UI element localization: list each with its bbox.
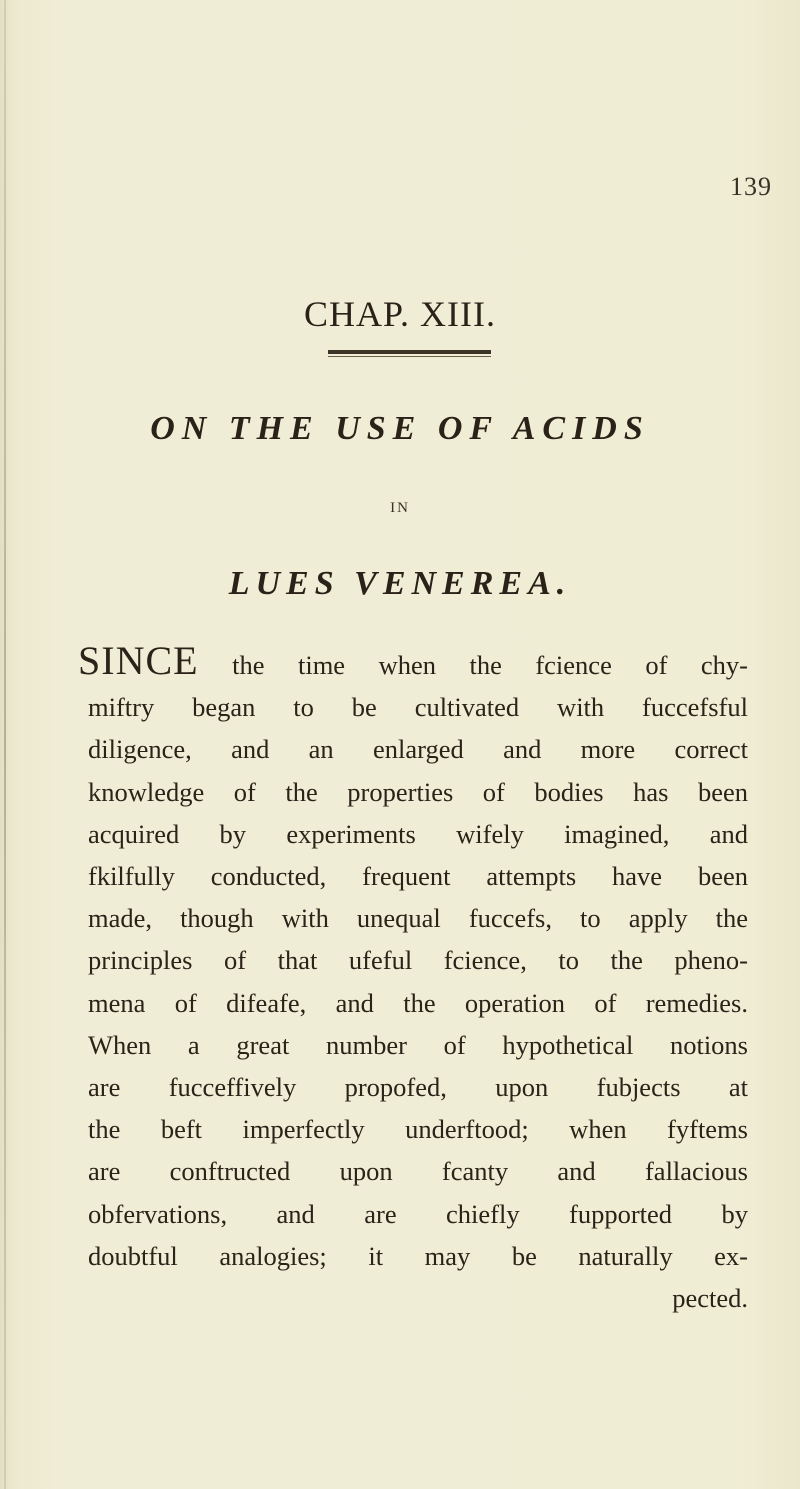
text-line: fkilfully conducted, frequent attempts have been (88, 861, 748, 892)
text-line: principles of that ufeful fcience, to the pheno- (88, 945, 748, 976)
chapter-heading: CHAP. XIII. (303, 294, 496, 334)
text-line: When a great number of hypothetical notions (88, 1029, 748, 1060)
text-line: are conftructed upon fcanty and fallacious (88, 1156, 748, 1187)
opening-word: SINCE (78, 638, 199, 683)
text-line (78, 640, 748, 686)
body-paragraph (78, 638, 749, 1319)
text-line: mena of difeafe, and the operation of remedies. (88, 987, 748, 1018)
text-line: acquired by experiments wifely imagined, and (88, 818, 748, 849)
text-line: miftry began to be cultivated with fuccefsful (88, 692, 748, 723)
text-line: made, though with unequal fuccefs, to apply the (88, 903, 748, 934)
text-line: diligence, and an enlarged and more correct (88, 734, 748, 765)
text-line: pected. (672, 1283, 748, 1314)
text-line-fragment: the time when the fcience of chy- (232, 650, 749, 680)
text-line: are fucceffively propofed, upon fubjects at (88, 1072, 748, 1103)
chapter-title-line-1: ON THE USE OF ACIDS (150, 410, 650, 447)
heading-rule-thin (328, 356, 491, 357)
text-line: the beft imperfectly underftood; when fyftems (88, 1114, 748, 1145)
text-line: doubtful analogies; it may be naturally ex- (88, 1240, 748, 1271)
chapter-title-connector: IN (390, 500, 410, 516)
page-number: 139 (730, 172, 772, 201)
page-gutter (4, 0, 6, 1489)
heading-rule (328, 350, 491, 354)
text-line: obfervations, and are chiefly fupported by (88, 1198, 748, 1229)
text-line: knowledge of the properties of bodies has been (88, 776, 748, 807)
chapter-title-line-2: LUES VENEREA. (228, 565, 572, 602)
